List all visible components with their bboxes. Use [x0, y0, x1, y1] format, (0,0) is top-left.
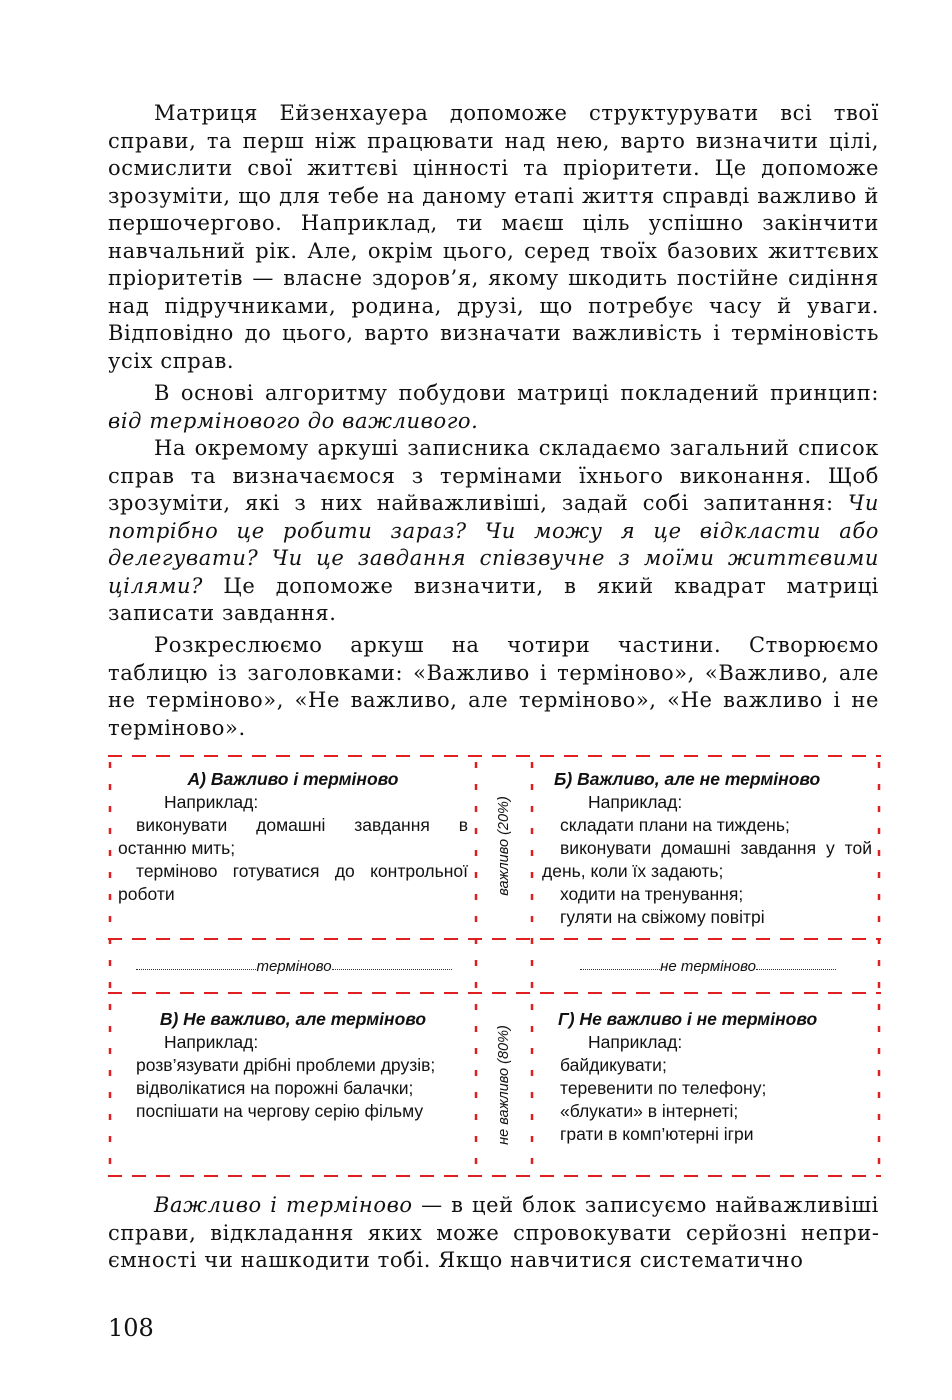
label-urgent: терміново: [256, 958, 332, 975]
quadrant-a-item-1: виконувати домашні завдання в останню мить;: [118, 815, 468, 858]
quadrant-d-title: Г) Не важливо і не терміново: [558, 1009, 818, 1029]
quadrant-b-example-label: Наприклад:: [588, 792, 683, 812]
quadrant-b-item-3: ходити на тренування;: [560, 884, 744, 904]
quadrant-c-item-2: відволікатися на порожні балачки;: [136, 1078, 414, 1098]
explanation-italic: Важливо і терміново: [154, 1193, 413, 1217]
label-urgent-row: [136, 958, 452, 975]
quadrant-d: [542, 1008, 872, 1146]
quadrant-b-title: Б) Важливо, але не терміново: [554, 769, 821, 789]
paragraph-table-intro: Розкреслюємо аркуш на чотири частини. Створюємо таблицю із заголовками: «Важливо і терміново», «Важливо, але не терміново», «Не важливо, але терміново», «Не важливо і не терміново».: [108, 633, 879, 740]
label-not-urgent-row: [580, 958, 836, 975]
page-number: 108: [108, 1314, 154, 1342]
quadrant-b-item-4: гуляти на свіжому повітрі: [560, 907, 765, 927]
quadrant-a-title: А) Важливо і терміново: [187, 769, 399, 789]
quadrant-d-item-2: теревенити по телефону;: [560, 1078, 767, 1098]
quadrant-c: [118, 1008, 468, 1123]
label-not-important: не важливо (80%): [496, 1025, 512, 1145]
explanation-text: — в цей блок записуємо найважливіші справи, відкладання яких може спровокувати серйозні неприємності чи нашкодити тобі. Якщо навчитися систематично: [108, 1193, 879, 1272]
quadrant-d-example-label: Наприклад:: [588, 1032, 683, 1052]
quadrant-a-example-label: Наприклад:: [164, 792, 259, 812]
paragraph-principle: [108, 380, 879, 435]
list-text-end: Це допоможе визначити, в який квадрат матриці записати завдання.: [108, 573, 879, 625]
principle-italic: від термінового до важливого.: [108, 408, 479, 433]
list-questions-italic: Чи потрібно це робити зараз? Чи можу я це відкласти або делегувати? Чи це завдання співзвучне з моїми життєвими цілями?: [108, 491, 879, 598]
quadrant-d-item-4: грати в комп’ютерні ігри: [560, 1124, 754, 1144]
quadrant-a-item-2: терміново готуватися до контрольної роботи: [118, 861, 468, 904]
quadrant-c-title: В) Не важливо, але терміново: [159, 1009, 427, 1029]
dots-right-urgent: [332, 969, 452, 970]
quadrant-d-item-3: «блукати» в інтернеті;: [560, 1101, 739, 1121]
dots-left-not-urgent: [580, 969, 660, 970]
quadrant-b-item-1: складати плани на тиждень;: [560, 815, 790, 835]
eisenhower-matrix: [108, 752, 881, 1178]
quadrant-c-example-label: Наприклад:: [164, 1032, 259, 1052]
paragraph-explanation: [108, 1192, 879, 1275]
label-important: важливо (20%): [496, 796, 512, 896]
dots-right-not-urgent: [756, 969, 836, 970]
quadrant-c-item-1: розв’язувати дрібні проблеми друзів;: [136, 1055, 436, 1075]
dots-left-urgent: [136, 969, 256, 970]
principle-text: В основі алгоритму побудови матриці покладений принцип:: [154, 381, 879, 405]
quadrant-a: [118, 768, 468, 906]
quadrant-b-item-2: виконувати домашні завдання у той день, коли їх задають;: [542, 838, 872, 881]
label-not-urgent: не терміново: [660, 958, 756, 975]
paragraph-list: [108, 435, 879, 628]
quadrant-c-item-3: поспішати на чергову серію фільму: [136, 1101, 424, 1121]
list-text-start: На окремому аркуші записника складаємо загальний список справ та визначаємося з термінами їхнього виконання. Щоб зрозуміти, які з них найважливіші, задай собі запитання:: [108, 436, 879, 515]
quadrant-d-item-1: байдикувати;: [560, 1055, 667, 1075]
paragraph-intro: Матриця Ейзенхауера допоможе структурувати всі твої справи, та перш ніж працювати над нею, варто визначити цілі, осмислити свої життєві цінності та пріоритети. Це допоможе зрозуміти, що для тебе на даному етапі життя справді важливо й першочергово. Наприклад, ти маєш ціль успішно закінчити навчальний рік. Але, окрім цього, серед твоїх базових життєвих пріоритетів — власне здоров’я, якому шкодить постійне сидіння над підручниками, родина, друзі, що потребує часу й уваги. Відповідно до цього, варто визначати важливість і терміновість усіх справ.: [108, 101, 879, 373]
quadrant-b: [542, 768, 872, 929]
